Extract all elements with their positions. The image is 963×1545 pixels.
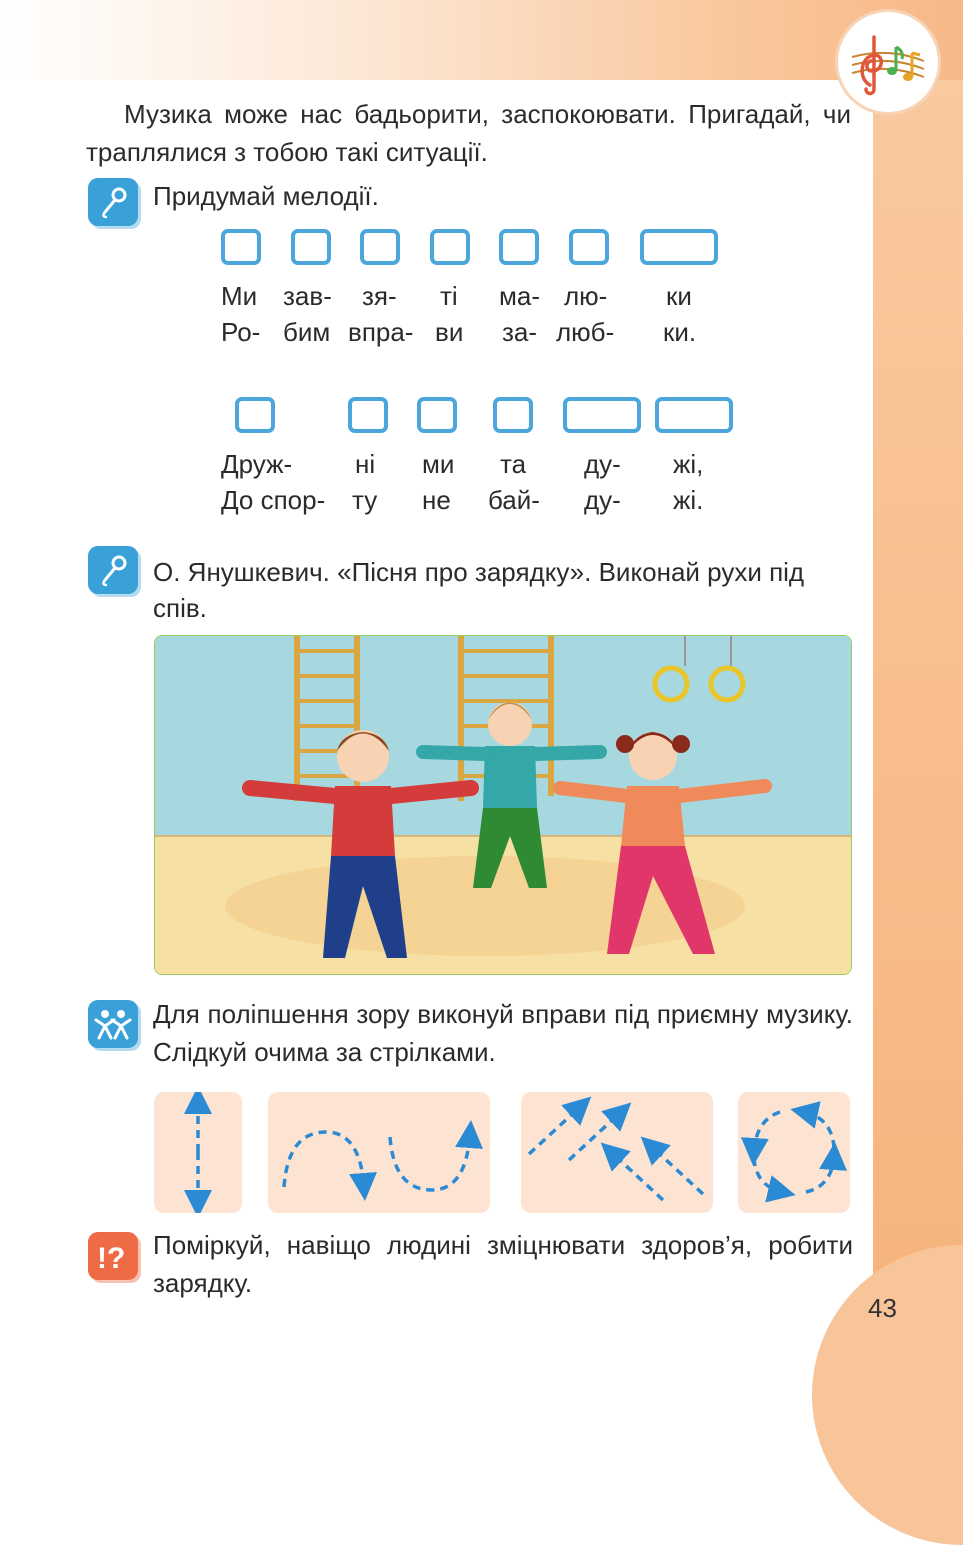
- syllable: лю-: [564, 281, 608, 311]
- microphone-icon: [88, 546, 138, 594]
- melody-box[interactable]: [417, 397, 457, 433]
- syllable: люб-: [556, 317, 615, 347]
- syllable: ми: [422, 449, 455, 479]
- syllable: за-: [502, 317, 538, 347]
- syllable: бай-: [488, 485, 540, 515]
- syllable: ду-: [584, 485, 621, 515]
- exercise-illustration: [154, 635, 852, 975]
- melody-box[interactable]: [499, 229, 539, 265]
- syllable: Друж-: [221, 449, 293, 479]
- syllable: ні: [355, 449, 376, 479]
- syllable: Ми: [221, 281, 258, 311]
- syllable: ду-: [584, 449, 621, 479]
- syllable: зя-: [362, 281, 397, 311]
- syllable: ки.: [663, 317, 697, 347]
- melody-box[interactable]: [348, 397, 388, 433]
- melody-box[interactable]: [655, 397, 733, 433]
- syllable: не: [422, 485, 451, 515]
- svg-text:!?: !?: [97, 1242, 126, 1275]
- syllable: ки: [666, 281, 692, 311]
- people-exercise-icon: [88, 1000, 138, 1048]
- intro-paragraph: Музика може нас бадьорити, заспокоювати. Пригадай, чи траплялися з тобою такі ситуації.: [86, 99, 851, 167]
- syllable: впра-: [348, 317, 414, 347]
- melody-box[interactable]: [235, 397, 275, 433]
- syllable: зав-: [283, 281, 332, 311]
- syllable: жі,: [673, 449, 704, 479]
- task-song-text: О. Янушкевич. «Пісня про зарядку». Виконай рухи під спів.: [153, 557, 805, 623]
- melody-box[interactable]: [291, 229, 331, 265]
- task-eyes-text: Для поліпшення зору виконуй вправи під приємну музику. Слідкуй очима за стрілками.: [153, 999, 853, 1067]
- syllable: бим: [283, 317, 331, 347]
- task-melody-title: Придумай мелодії.: [153, 181, 379, 211]
- syllable: ма-: [499, 281, 540, 311]
- syllable: ви: [435, 317, 464, 347]
- side-band: [873, 80, 963, 1394]
- syllable: ті: [440, 281, 458, 311]
- syllable: ту: [352, 485, 378, 515]
- melody-box[interactable]: [430, 229, 470, 265]
- header-band: [0, 0, 963, 80]
- melody-box[interactable]: [221, 229, 261, 265]
- syllable: та: [500, 449, 527, 479]
- arrow-card-circle: [738, 1092, 850, 1213]
- music-notes-icon: [838, 12, 938, 112]
- question-exclamation-icon: [88, 1232, 138, 1280]
- syllable: Ро-: [221, 317, 261, 347]
- syllable: До спор-: [221, 485, 326, 515]
- arrow-card-diagonals: [521, 1092, 713, 1213]
- syllable: жі.: [673, 485, 704, 515]
- microphone-icon: [88, 178, 138, 226]
- melody-box[interactable]: [563, 397, 641, 433]
- arrow-card-vertical: [154, 1092, 242, 1213]
- melody-box[interactable]: [360, 229, 400, 265]
- melody-box[interactable]: [569, 229, 609, 265]
- page-number: 43: [868, 1293, 897, 1323]
- task-think-text: Поміркуй, навіщо людині зміцнювати здоров’я, робити зарядку.: [153, 1230, 853, 1298]
- melody-box[interactable]: [493, 397, 533, 433]
- melody-box[interactable]: [640, 229, 718, 265]
- arrow-card-waves: [268, 1092, 490, 1213]
